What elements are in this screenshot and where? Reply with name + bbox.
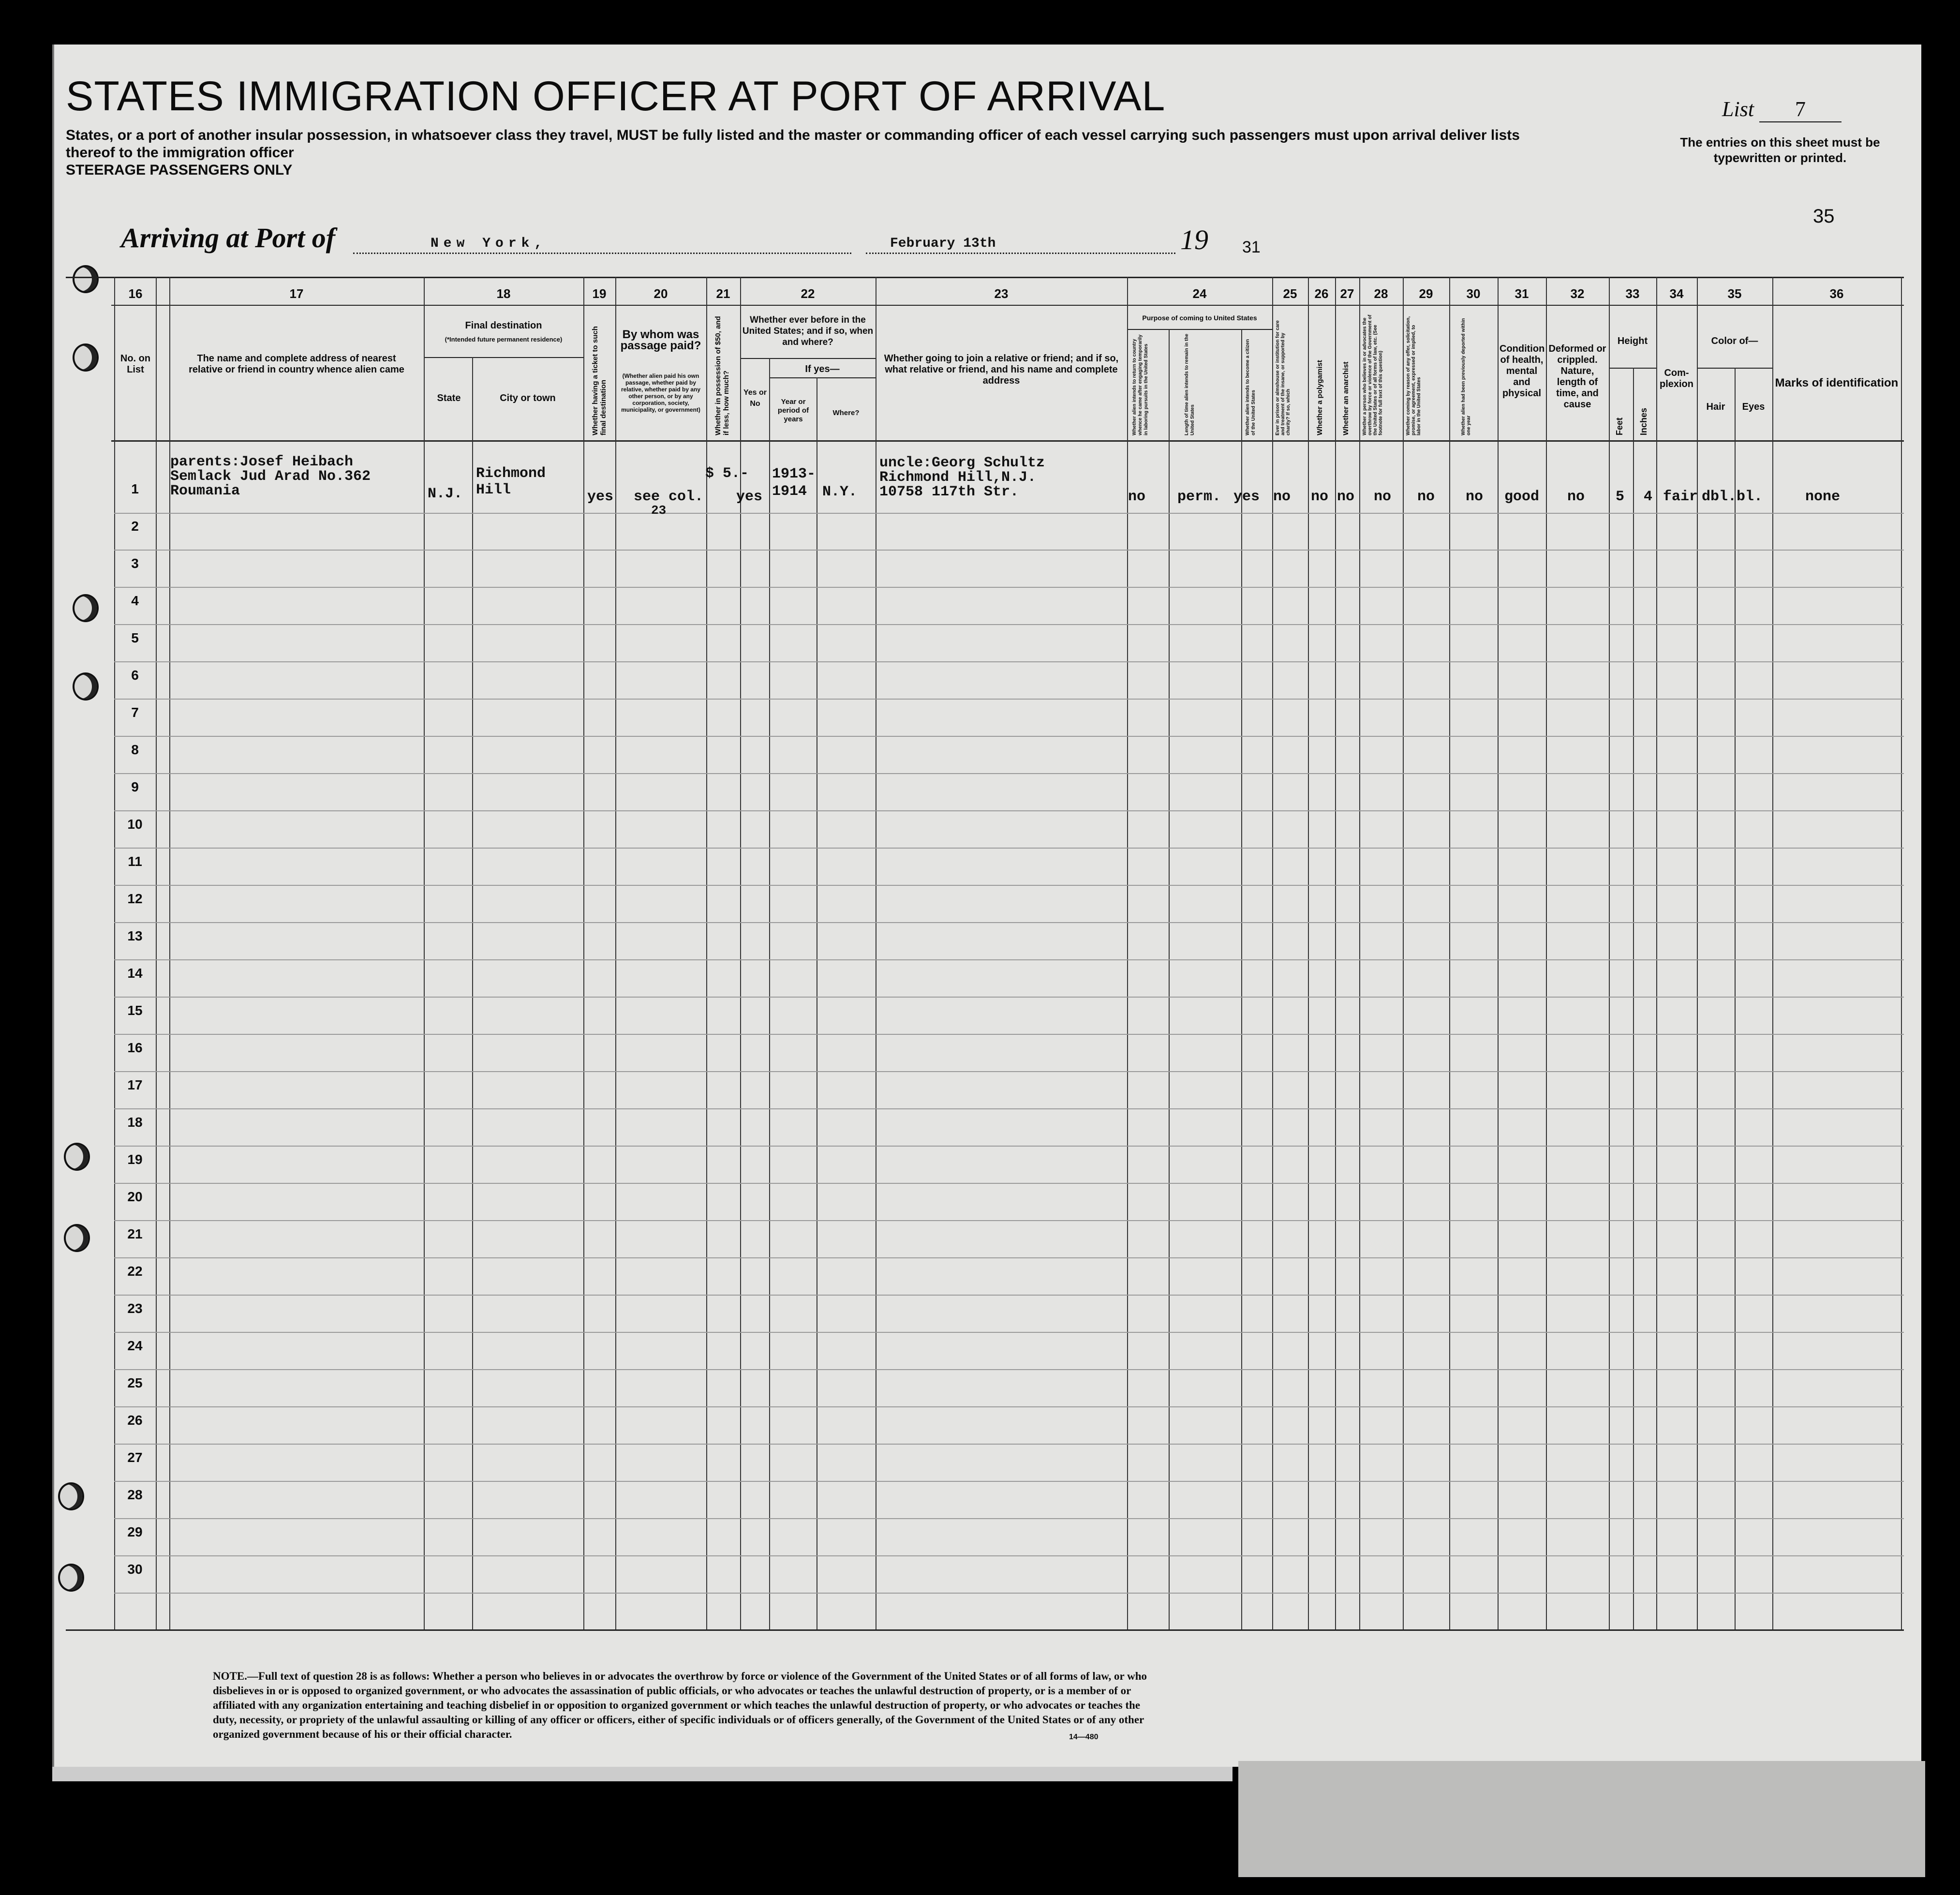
column-number: 36	[1829, 286, 1844, 301]
before-split-rule	[740, 358, 876, 359]
relative-line: Roumania	[170, 483, 240, 499]
col-rule	[1241, 329, 1242, 1629]
destination-split-rule	[424, 357, 583, 358]
cell-complexion: fair	[1663, 489, 1698, 505]
row-rule	[114, 810, 1904, 811]
cell-city	[476, 465, 546, 498]
cell-join-relative	[879, 456, 1045, 499]
col-rule	[615, 277, 616, 1629]
header-deformed: Deformed or crippled. Nature, length of time, and cause	[1548, 343, 1606, 410]
row-rule	[114, 848, 1904, 849]
form-number: 14—480	[1069, 1733, 1099, 1741]
row-number: 22	[127, 1264, 143, 1279]
row-rule	[114, 624, 1904, 625]
height-split-rule	[1609, 368, 1656, 369]
cell-passage-ref: 23	[651, 503, 667, 518]
punch-hole	[73, 672, 99, 701]
header-city: City or town	[500, 393, 556, 403]
row-rule	[114, 1406, 1904, 1407]
header-prison: Ever in prison or almshouse or institution for care and treatment of the insane, or supported by charity? If so, which	[1275, 320, 1291, 435]
column-number: 20	[653, 286, 668, 301]
col-rule	[1403, 277, 1404, 1629]
row-number: 11	[128, 854, 142, 869]
cell-eyes: bl.	[1737, 489, 1763, 505]
punch-hole	[58, 1482, 84, 1510]
cell-relative-address	[170, 455, 371, 498]
header-eyes: Eyes	[1742, 402, 1765, 412]
cell-deformed: no	[1567, 489, 1585, 505]
cell-overthrow: no	[1374, 489, 1392, 505]
row-number: 27	[127, 1450, 143, 1465]
col-rule	[1656, 277, 1657, 1629]
footnote-question-28: NOTE.—Full text of question 28 is as follows: Whether a person who believes in or advocates the overthrow by force or violence of the Government of the United States or of all forms of law, or who disbelieves in or is opposed to organized government, or who advocates the assassination of public officials, or who advocates or teaches the unlawful destruction of property, or is a member of or affiliated with any organization entertaining and teaching disbelief in or opposition to organized government or which teaches the unlawful destruction of property, or who advocates or teaches the duty, necessity, or propriety of the unlawful assaulting or killing of any officer or officers, either of specific individuals or of officers generally, of the Government of the United States or of any other organized government because of his or their official character.	[213, 1670, 1147, 1740]
cell-purpose-citizen: yes	[1233, 489, 1260, 505]
column-number: 32	[1570, 286, 1585, 301]
column-number: 28	[1374, 286, 1388, 301]
column-number: 33	[1625, 286, 1640, 301]
port-dotted-line	[353, 253, 851, 254]
manifest-sheet	[52, 45, 1921, 1767]
header-passage-paid-note: (Whether alien paid his own passage, whether paid by relative, whether paid by any other person, or by any corporation, society, municipality, or government)	[621, 373, 701, 413]
header-where: Where?	[832, 409, 860, 417]
col-rule	[583, 277, 584, 1629]
row-number: 4	[131, 593, 139, 608]
row-rule	[114, 1220, 1904, 1221]
year-line: 1913-	[772, 466, 816, 482]
cell-offer: no	[1417, 489, 1435, 505]
col-rule	[1735, 368, 1736, 1629]
year-suffix: 31	[1242, 238, 1261, 256]
column-number: 22	[801, 286, 815, 301]
row-number: 2	[131, 519, 139, 534]
sheet-number: 35	[1813, 206, 1835, 227]
cell-feet: 5	[1616, 489, 1625, 505]
header-deported: Whether alien had been previously deported within one year	[1461, 318, 1471, 435]
header-color-of: Color of—	[1711, 336, 1758, 346]
column-number: 30	[1466, 286, 1481, 301]
row-number: 20	[127, 1189, 143, 1204]
column-number-rule	[111, 305, 1904, 306]
page-bottom-edge	[52, 1767, 1232, 1781]
year-line: 1914	[772, 483, 807, 500]
grid-bottom-rule	[66, 1629, 1904, 1631]
header-ticket: Whether having a ticket to such final destination	[591, 326, 608, 435]
row-rule	[114, 1295, 1904, 1296]
header-anarchist: Whether an anarchist	[1342, 361, 1350, 435]
header-before-us: Whether ever before in the United States; and if so, when and where?	[742, 315, 874, 347]
punch-hole	[58, 1564, 84, 1592]
column-number: 34	[1669, 286, 1684, 301]
header-offer: Whether coming by reason of any offer, solicitation, promise, or agreement, expressed or implied, to labor in the United States	[1406, 316, 1422, 435]
column-number: 21	[716, 286, 730, 301]
col-rule	[1127, 277, 1128, 1629]
grid-top-rule	[66, 277, 1904, 278]
row-rule	[114, 1369, 1904, 1370]
cell-anarchist: no	[1337, 489, 1355, 505]
row-rule	[114, 959, 1904, 960]
punch-hole	[73, 265, 99, 293]
row-number: 13	[127, 928, 143, 943]
header-money: Whether in possession of $50, and if less, how much?	[714, 316, 730, 435]
cell-state: N.J.	[428, 486, 463, 502]
cell-passage: see col.	[634, 489, 704, 505]
column-number: 23	[994, 286, 1009, 301]
col-rule	[1498, 277, 1499, 1629]
row-number: 10	[127, 817, 143, 832]
row-number: 5	[131, 630, 139, 645]
list-number: 7	[1759, 97, 1841, 122]
cell-polygamist: no	[1311, 489, 1329, 505]
row-number: 15	[127, 1003, 143, 1018]
row-number: 26	[127, 1413, 143, 1428]
row-rule	[114, 1555, 1904, 1556]
col-rule	[1169, 329, 1170, 1629]
cell-purpose-return: no	[1128, 489, 1146, 505]
header-purpose-citizen: Whether alien intends to become a citizen of the United States	[1245, 339, 1256, 435]
col-rule	[472, 357, 473, 1629]
row-number: 23	[127, 1301, 143, 1316]
row-rule	[114, 885, 1904, 886]
row-number: 6	[131, 668, 139, 683]
cell-where: N.Y.	[822, 484, 858, 500]
col-rule	[1697, 277, 1698, 1629]
col-rule	[114, 277, 115, 1629]
column-number: 17	[289, 286, 304, 301]
relative-line: Semlack Jud Arad No.362	[170, 468, 371, 485]
header-health: Condition of health, mental and physical	[1500, 343, 1545, 399]
col-rule	[1272, 277, 1273, 1629]
cell-money: $ 5.-	[705, 465, 749, 482]
row-rule	[114, 1444, 1904, 1445]
cell-deported: no	[1466, 489, 1484, 505]
row-rule	[114, 1071, 1904, 1072]
column-number: 16	[128, 286, 143, 301]
row-rule	[114, 922, 1904, 923]
header-purpose: Purpose of coming to United States	[1142, 314, 1257, 322]
row-rule	[114, 1257, 1904, 1258]
header-final-destination: Final destination	[465, 320, 542, 331]
header-polygamist: Whether a polygamist	[1316, 360, 1324, 435]
join-line: Richmond Hill,N.J.	[879, 469, 1037, 486]
header-purpose-return: Whether alien intends to return to country whence he came after engaging temporarily in laboring pursuits in the United States	[1132, 334, 1149, 435]
city-line: Hill	[476, 482, 511, 498]
row-rule	[114, 1481, 1904, 1482]
row-rule	[114, 587, 1904, 588]
row-number: 17	[127, 1077, 143, 1092]
col-rule	[1308, 277, 1309, 1629]
row-number: 3	[131, 556, 139, 571]
header-subtitle	[66, 127, 1565, 179]
row-rule	[114, 1518, 1904, 1519]
column-number: 24	[1192, 286, 1207, 301]
punch-hole	[73, 594, 99, 622]
column-number: 27	[1340, 286, 1354, 301]
col-rule	[1449, 277, 1450, 1629]
row-rule	[114, 1108, 1904, 1109]
header-state: State	[437, 393, 461, 403]
purpose-split-rule	[1127, 329, 1272, 330]
header-bottom-rule	[111, 440, 1904, 442]
header-passage-paid: By whom was passage paid?	[620, 328, 701, 352]
col-rule	[424, 277, 425, 1629]
cell-year-period	[772, 465, 816, 500]
punch-hole	[64, 1224, 90, 1252]
row-number: 24	[127, 1338, 143, 1353]
relative-line: parents:Josef Heibach	[170, 454, 354, 470]
row-number: 19	[127, 1152, 143, 1167]
join-line: uncle:Georg Schultz	[879, 455, 1045, 471]
header-inches: Inches	[1639, 407, 1648, 435]
port-value: New York,	[431, 236, 548, 251]
header-complexion: Com-plexion	[1659, 368, 1693, 389]
join-line: 10758 117th Str.	[879, 484, 1019, 500]
col-rule	[1609, 277, 1610, 1629]
column-number: 18	[496, 286, 511, 301]
cell-purpose-length: perm.	[1177, 489, 1221, 505]
column-number: 29	[1419, 286, 1433, 301]
ifyes-split-rule	[769, 377, 876, 378]
cell-inches: 4	[1644, 489, 1653, 505]
header-year-period: Year or period of years	[777, 398, 809, 423]
header-final-destination-note: (*Intended future permanent residence)	[445, 336, 563, 343]
header-no-on-list: No. on List	[120, 353, 151, 375]
header-yes-no: Yes or No	[743, 388, 767, 408]
header-overthrow: Whether a person who believes in or advocates the overthrow by force or violence of the Government of the United States or of all forms of law, etc. (See footnote for full text of this question)	[1362, 314, 1383, 435]
col-rule	[156, 277, 157, 1629]
column-number: 26	[1314, 286, 1329, 301]
row-number: 7	[131, 705, 139, 720]
column-number: 25	[1283, 286, 1297, 301]
row-rule	[114, 699, 1904, 700]
city-line: Richmond	[476, 465, 546, 482]
page-curl-edge	[1238, 1761, 1925, 1877]
arriving-label: Arriving at Port of	[121, 222, 336, 254]
row-rule	[114, 1146, 1904, 1147]
column-number: 19	[592, 286, 607, 301]
cell-hair: dbl.	[1702, 489, 1737, 505]
row-number: 9	[131, 779, 139, 794]
row-rule	[114, 1332, 1904, 1333]
cell-health: good	[1504, 489, 1540, 505]
header-hair: Hair	[1706, 402, 1725, 412]
row-rule	[114, 513, 1904, 514]
row-number: 30	[127, 1562, 143, 1577]
row-rule	[114, 997, 1904, 998]
cell-prison: no	[1273, 489, 1291, 505]
col-rule	[1335, 277, 1336, 1629]
col-rule	[1633, 368, 1634, 1629]
page-title: STATES IMMIGRATION OFFICER AT PORT OF ARRIVAL	[66, 73, 1166, 119]
header-subtitle-steerage: STEERAGE PASSENGERS ONLY	[66, 162, 293, 178]
header-if-yes: If yes—	[805, 364, 840, 374]
row-number: 29	[127, 1524, 143, 1539]
header-purpose-length: Length of time alien intends to remain in the United States	[1184, 333, 1195, 435]
date-value: February 13th	[890, 236, 996, 251]
entries-note: The entries on this sheet must be typewritten or printed.	[1680, 135, 1880, 165]
row-number: 18	[127, 1115, 143, 1130]
col-rule	[1772, 277, 1773, 1629]
row-rule	[114, 1593, 1904, 1594]
row-number: 21	[127, 1226, 143, 1241]
date-dotted-line	[866, 253, 1175, 254]
punch-hole	[64, 1143, 90, 1171]
year-prefix: 19	[1180, 224, 1208, 255]
column-number: 31	[1515, 286, 1529, 301]
list-field	[1722, 97, 1841, 122]
header-height: Height	[1617, 336, 1648, 346]
row-rule	[114, 550, 1904, 551]
list-label: List	[1722, 97, 1754, 121]
row-number: 14	[127, 966, 143, 981]
col-rule	[1359, 277, 1360, 1629]
row-number: 16	[127, 1040, 143, 1055]
row-number: 25	[127, 1375, 143, 1390]
row-rule	[114, 773, 1904, 774]
row-rule	[114, 1183, 1904, 1184]
row-number: 28	[127, 1487, 143, 1502]
row-number: 12	[127, 891, 143, 906]
col-rule	[1901, 277, 1902, 1629]
row-rule	[114, 1034, 1904, 1035]
header-relative-address: The name and complete address of nearest relative or friend in country whence alien came	[189, 353, 404, 375]
cell-before: yes	[736, 489, 763, 505]
row-number: 8	[131, 742, 139, 757]
col-rule	[769, 358, 770, 1629]
cell-marks: none	[1805, 489, 1841, 505]
cell-ticket: yes	[587, 489, 614, 505]
row-number: 1	[131, 481, 139, 496]
punch-hole	[73, 343, 99, 372]
header-join-relative: Whether going to join a relative or friend; and if so, what relative or friend, and his name and complete address	[884, 353, 1119, 386]
row-rule	[114, 661, 1904, 662]
header-feet: Feet	[1615, 417, 1624, 435]
header-marks: Marks of identification	[1775, 376, 1899, 389]
col-rule	[1546, 277, 1547, 1629]
column-number: 35	[1727, 286, 1742, 301]
row-rule	[114, 736, 1904, 737]
header-subtitle-line: States, or a port of another insular possession, in whatsoever class they travel, MUST be fully listed and the master or commanding officer of each vessel carrying such passengers must upon arrival deliver lists thereof to the immigration officer	[66, 127, 1520, 161]
